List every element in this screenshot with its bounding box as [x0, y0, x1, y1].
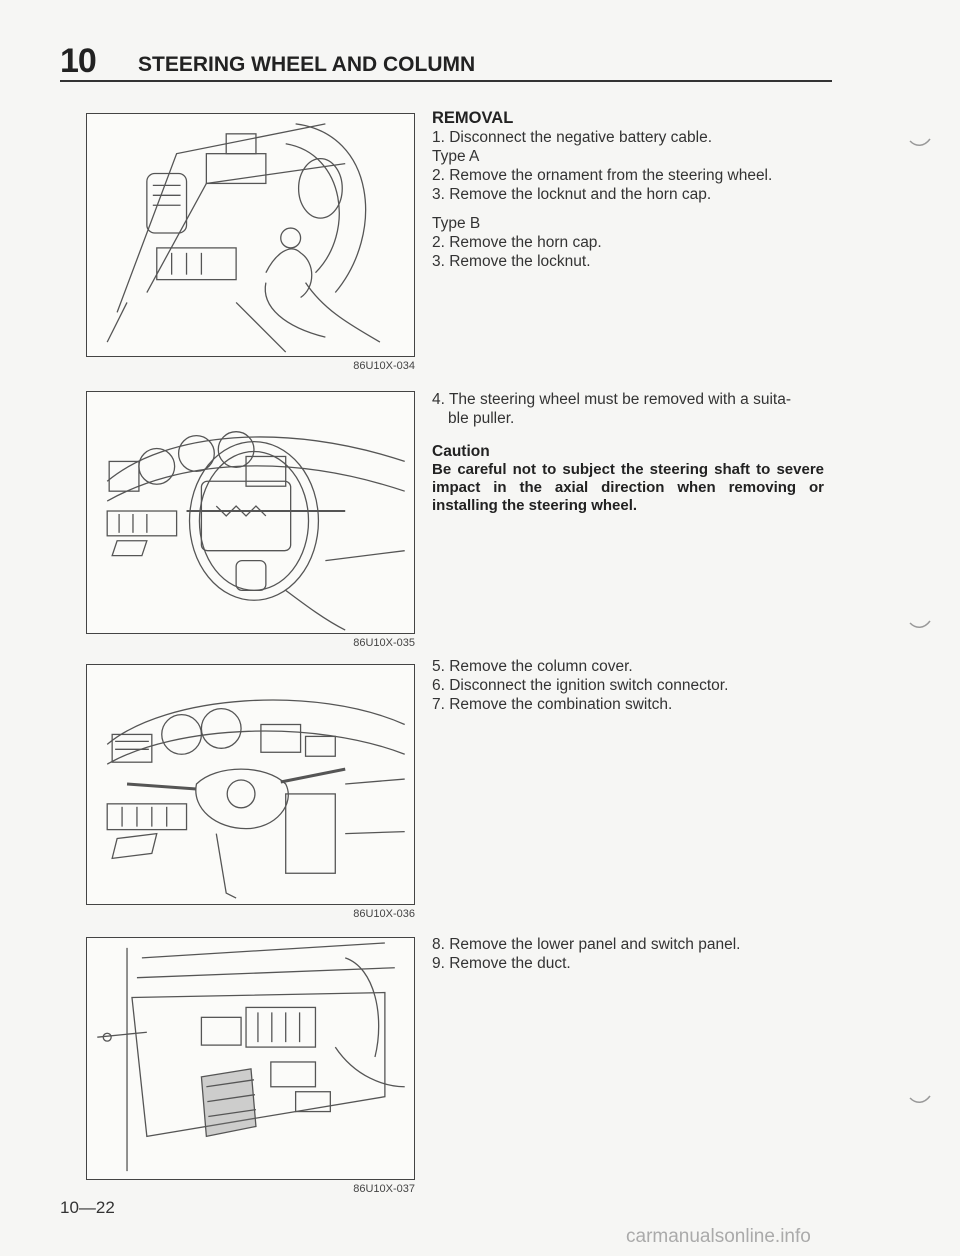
caution-title: Caution — [432, 443, 490, 460]
section-title: REMOVAL — [432, 109, 514, 127]
figure-id: 86U10X-034 — [353, 360, 415, 372]
removal-steps-4 — [432, 935, 832, 973]
removal-steps-1 — [432, 109, 832, 271]
step-line: 8. Remove the lower panel and switch panel. — [432, 936, 741, 953]
removal-steps-3 — [432, 657, 832, 714]
page-header — [60, 42, 832, 82]
step-line: 3. Remove the locknut and the horn cap. — [432, 186, 712, 203]
figure-id: 86U10X-037 — [353, 1183, 415, 1195]
binder-mark — [906, 615, 936, 635]
chapter-number: 10 — [60, 42, 96, 80]
step-line: 6. Disconnect the ignition switch connector. — [432, 677, 729, 694]
step-line: 2. Remove the horn cap. — [432, 234, 602, 251]
step-line: 9. Remove the duct. — [432, 955, 571, 972]
step-line: 5. Remove the column cover. — [432, 658, 633, 675]
figure-lower-panel — [86, 937, 415, 1180]
step-line: Type B — [432, 215, 481, 232]
caution-text: Be careful not to subject the steering shaft to severe impact in the axial direction when removing or installing the steering wheel. — [432, 461, 824, 514]
header-divider — [60, 80, 832, 82]
figure-id: 86U10X-036 — [353, 908, 415, 920]
removal-steps-2 — [432, 390, 832, 515]
figure-steering-puller — [86, 391, 415, 634]
combination-switch-illustration — [87, 665, 414, 904]
step-line: 7. Remove the combination switch. — [432, 696, 673, 713]
page-number: 10—22 — [60, 1198, 115, 1217]
step-line: 1. Disconnect the negative battery cable. — [432, 129, 713, 146]
figure-horn-cap — [86, 113, 415, 357]
binder-mark — [906, 1090, 936, 1110]
step-line: 2. Remove the ornament from the steering wheel. — [432, 167, 773, 184]
binder-mark — [906, 133, 936, 153]
steering-wheel-puller-illustration — [87, 392, 414, 633]
lower-panel-illustration — [87, 938, 414, 1179]
watermark: carmanualsonline.info — [626, 1226, 811, 1247]
horn-cap-removal-illustration — [87, 114, 414, 356]
figure-id: 86U10X-035 — [353, 637, 415, 649]
step-line: 3. Remove the locknut. — [432, 253, 591, 270]
step-line: Type A — [432, 148, 480, 165]
chapter-title: STEERING WHEEL AND COLUMN — [138, 53, 476, 76]
figure-combination-switch — [86, 664, 415, 905]
step-line: 4. The steering wheel must be removed with a suita- — [432, 391, 791, 408]
step-line: ble puller. — [448, 410, 515, 427]
